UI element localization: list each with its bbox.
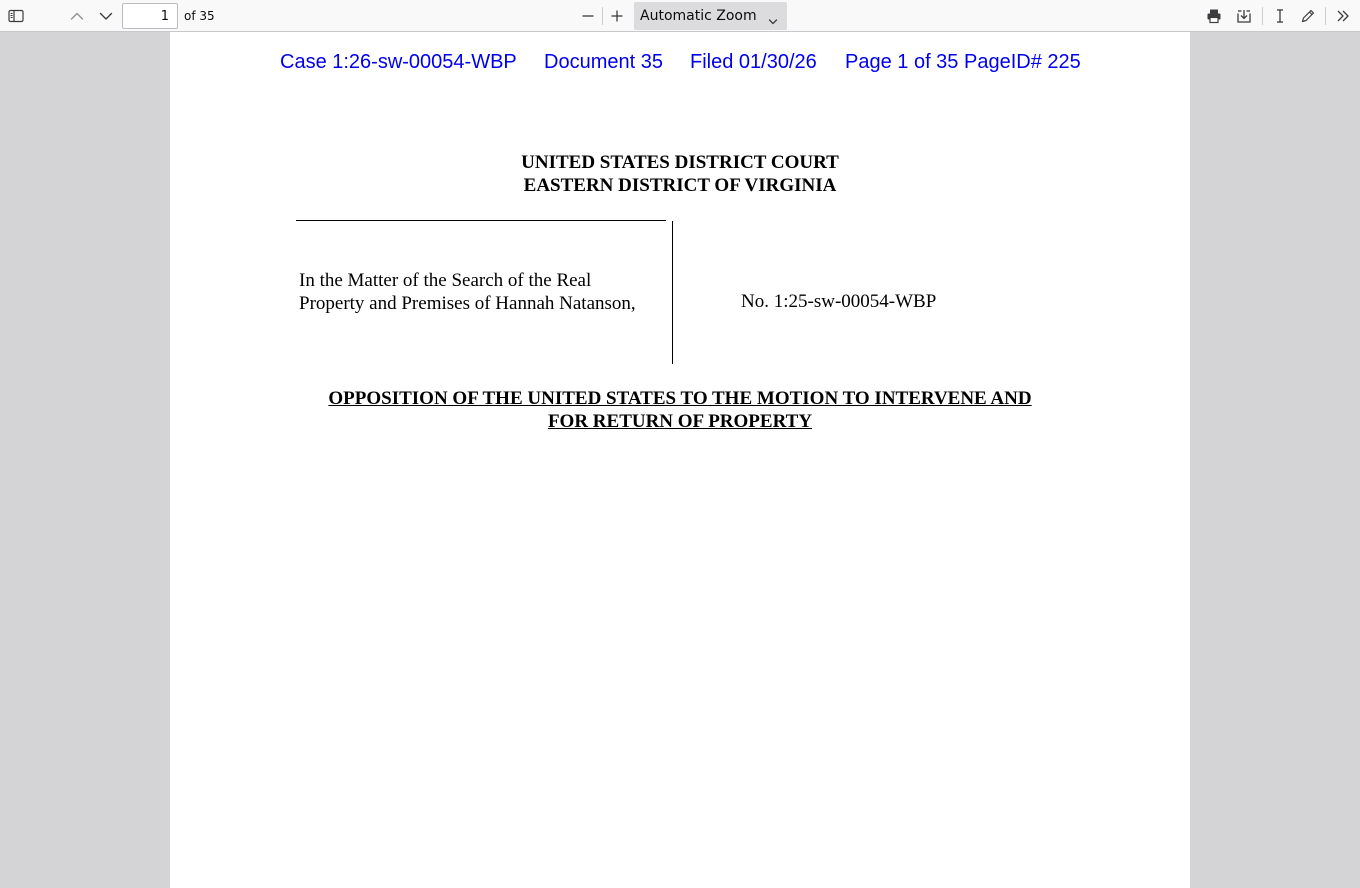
page-count-label: of 35 (184, 9, 215, 23)
sidebar-toggle-icon (8, 8, 24, 24)
more-tools-icon (1335, 8, 1351, 24)
draw-button[interactable] (1295, 3, 1321, 29)
toolbar-separator (1262, 7, 1263, 25)
previous-page-icon (69, 8, 85, 24)
caption-divider-horizontal (296, 220, 666, 221)
caption-line-1: In the Matter of the Search of the Real (299, 270, 592, 291)
print-button[interactable] (1201, 3, 1227, 29)
previous-page-button[interactable] (64, 3, 90, 29)
text-cursor-icon (1272, 8, 1288, 24)
next-page-button[interactable] (93, 3, 119, 29)
case-number: No. 1:25-sw-00054-WBP (741, 291, 937, 312)
sidebar-toggle-button[interactable] (3, 3, 29, 29)
zoom-in-button[interactable] (604, 3, 630, 29)
chevron-down-icon (768, 12, 778, 31)
more-tools-button[interactable] (1330, 3, 1356, 29)
download-button[interactable] (1231, 3, 1257, 29)
zoom-select-value: Automatic Zoom (640, 8, 757, 24)
text-selection-button[interactable] (1267, 3, 1293, 29)
page-number-input[interactable] (122, 3, 178, 29)
toolbar (0, 0, 1360, 32)
stamp-filed-date: Filed 01/30/26 (690, 51, 817, 73)
zoom-in-icon (609, 8, 625, 24)
stamp-case-number: Case 1:26-sw-00054-WBP (280, 51, 517, 73)
court-district: EASTERN DISTRICT OF VIRGINIA (523, 175, 837, 196)
pdf-page (170, 32, 1190, 888)
document-title-line-2: FOR RETURN OF PROPERTY (547, 411, 813, 432)
zoom-out-icon (580, 8, 596, 24)
court-name: UNITED STATES DISTRICT COURT (521, 152, 839, 173)
toolbar-separator (602, 7, 603, 25)
download-icon (1236, 8, 1252, 24)
zoom-select[interactable] (634, 2, 787, 30)
zoom-out-button[interactable] (575, 3, 601, 29)
stamp-page-id: Page 1 of 35 PageID# 225 (845, 51, 1081, 73)
document-title-line-1: OPPOSITION OF THE UNITED STATES TO THE MOTION TO INTERVENE AND (328, 388, 1032, 409)
caption-line-2: Property and Premises of Hannah Natanson, (299, 293, 636, 314)
caption-divider-vertical (672, 221, 673, 364)
draw-icon (1300, 8, 1316, 24)
document-viewer[interactable] (0, 32, 1360, 888)
next-page-icon (98, 8, 114, 24)
toolbar-separator (1325, 7, 1326, 25)
print-icon (1206, 8, 1222, 24)
stamp-document-number: Document 35 (544, 51, 663, 73)
